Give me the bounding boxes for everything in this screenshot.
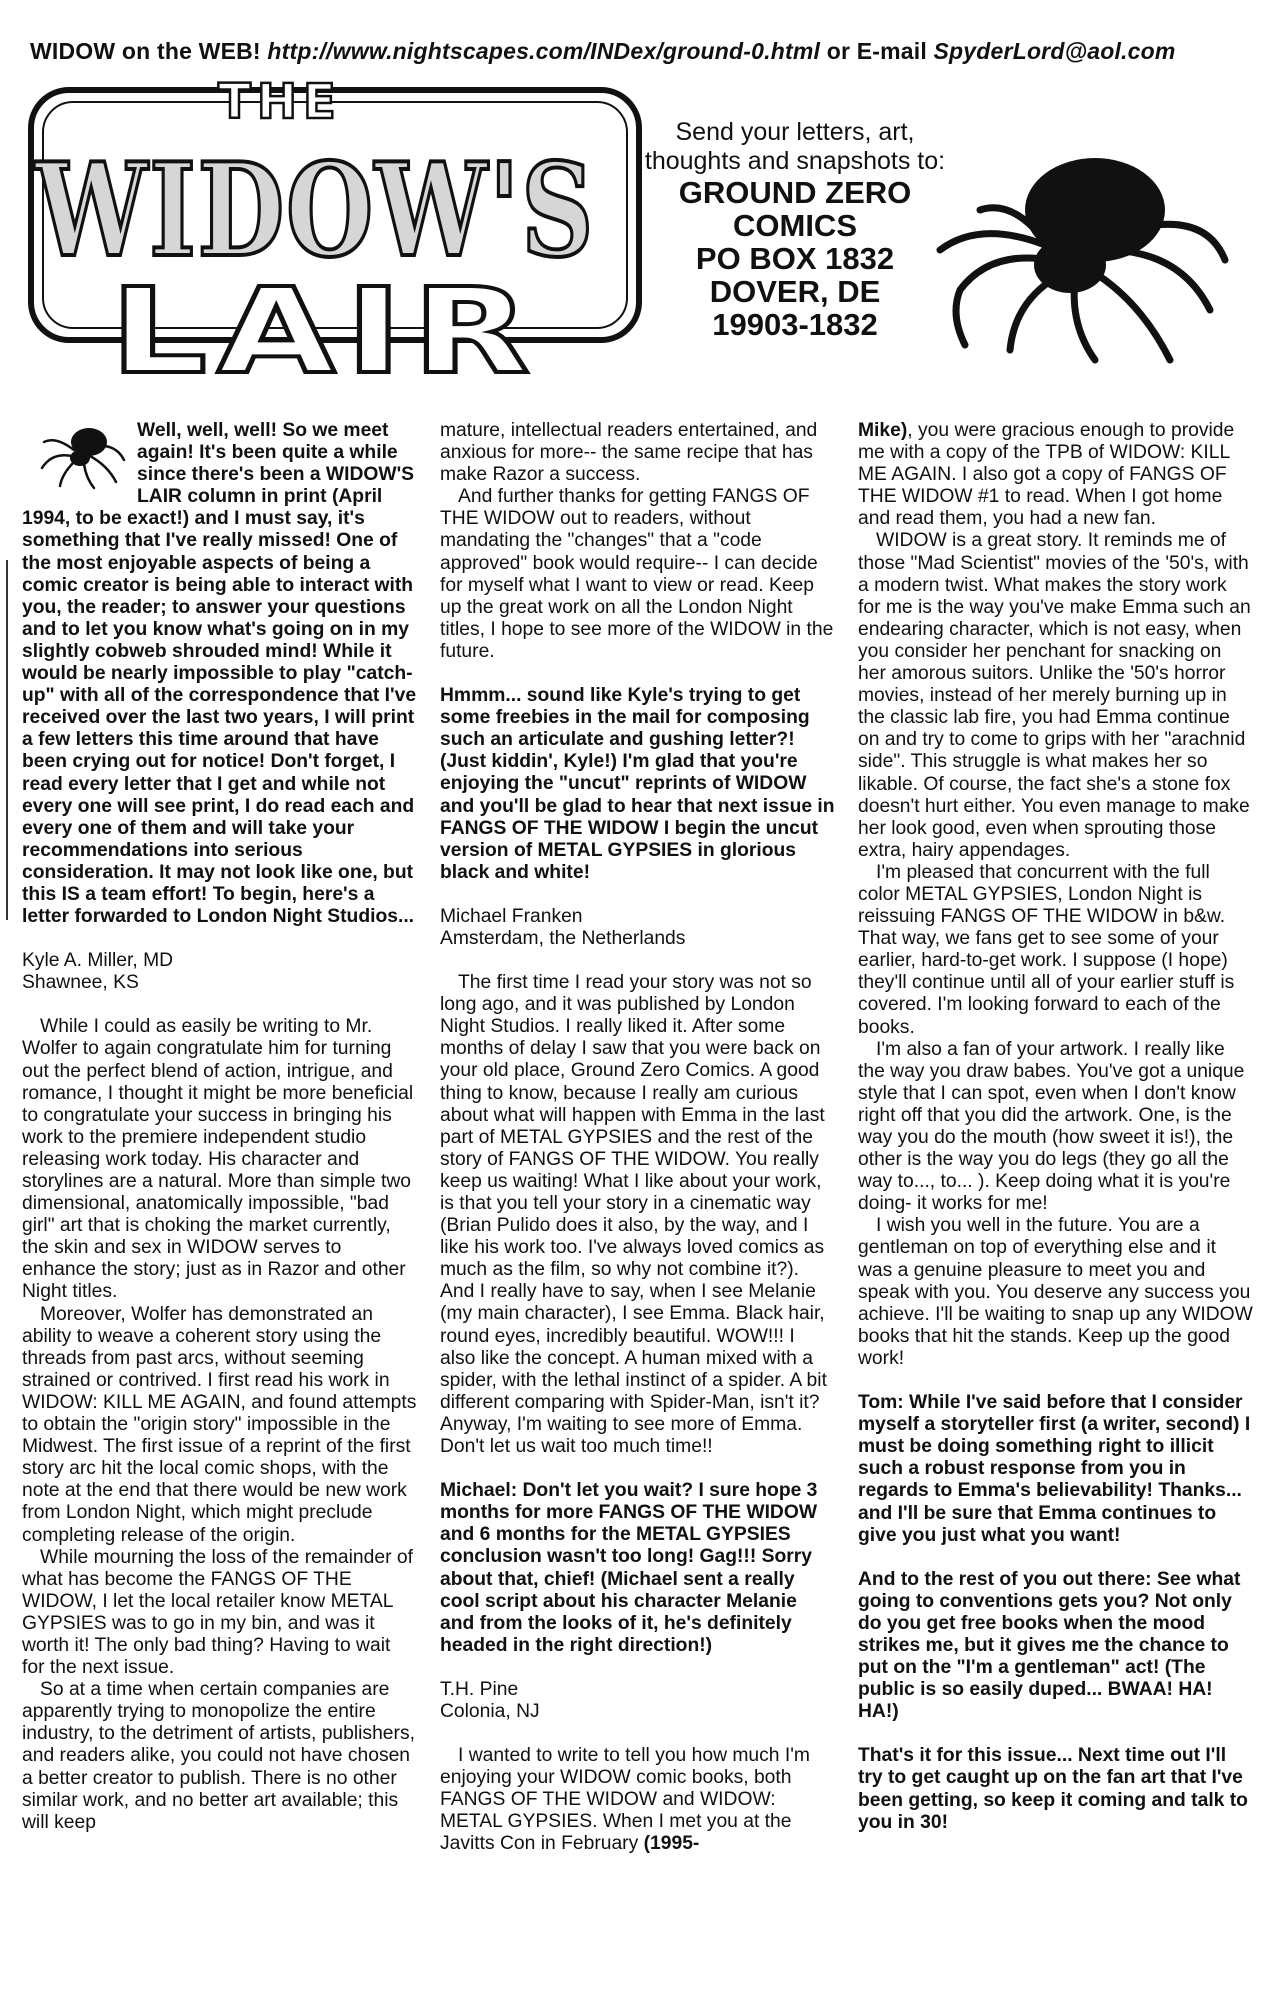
editor-reply-2: Michael: Don't let you wait? I sure hope 3 months for more FANGS OF THE WIDOW and 6 months for the METAL GYPSIES conclusion wasn't too long! Gag!!! Sorry about that, chief! (Michael sent a really cool script about his character Melanie and from the looks of it, he's definitely headed in the right direction!) (440, 1480, 818, 1656)
letter1-paragraph-1: While I could as easily be writing to Mr. Wolfer to again congratulate him for turning out the perfect blend of action, intrigue, and romance, I thought it might be more beneficial to congratulate your success in bringing his work to the premiere independent studio releasing work today. His character and storylines are a natural. More than simple two dimensional, anatomically impossible, "bad girl" art that is choking the market currently, the skin and sex in WIDOW serves to enhance the story; just as in Razor and other Night titles. (22, 1016, 414, 1303)
widows-lair-logo (25, 60, 645, 380)
address-line-2: COMICS (733, 208, 857, 243)
letter3-paragraph-1 (440, 1745, 835, 1855)
letter1-paragraph-5: mature, intellectual readers entertained, and anxious for more-- the same recipe that has make Razor a success. (440, 420, 818, 486)
letter3-paragraph-2-text: , you were gracious enough to provide me with a copy of the TPB of WIDOW: KILL ME AGAIN. I also got a copy of FANGS OF THE WIDOW #1 to read. When I got home and read them, you had a new fan. (858, 420, 1235, 530)
address-line-5: 19903-1832 (712, 307, 878, 342)
editor-reply-1: Hmmm... sound like Kyle's trying to get some freebies in the mail for composing such an articulate and gushing letter?! (Just kiddin', Kyle!) I'm glad that you're enjoying the "uncut" reprints of WIDOW and you'll be glad to hear that next issue in FANGS OF THE WIDOW I begin the uncut version of METAL GYPSIES in glorious black and white! (440, 685, 835, 883)
letter1-paragraph-2: Moreover, Wolfer has demonstrated an ability to weave a coherent story using the threads from past arcs, without seeming strained or contrived. I first read his work in WIDOW: KILL ME AGAIN, and found attempts to obtain the "origin story" impossible in the Midwest. The first issue of a reprint of the first story arc hit the local comic shops, with the note at the end that there would be new work from London Night, which might preclude completing release of the origin. (22, 1303, 417, 1546)
editor-reply-3: Tom: While I've said before that I consider myself a storyteller first (a writer, second) I must be doing something right to illicit such a robust response from you in regards to Emma's believability! Thanks... and I'll be sure that Emma continues to give you just what you want! (858, 1392, 1251, 1546)
address-line-1: GROUND ZERO (678, 175, 912, 210)
letter3-sender-name: T.H. Pine (440, 1678, 519, 1700)
column-3 (858, 420, 1253, 1834)
letter3-paragraph-2-bold: Mike) (858, 420, 908, 441)
letter3-paragraph-3: WIDOW is a great story. It reminds me of those "Mad Scientist" movies of the '50's, with a modern twist. What makes the story work for me is the way you've make Emma such an endearing character, which is not easy, when you consider her penchant for snacking on her amorous suitors. Unlike the '50's horror movies, instead of her merely burning up in the classic lab fire, you had Emma continue on and try to come to grips with her "arachnid side". This struggle is what makes her so likable. Of course, the fact she's a stone fox doesn't hurt either. You even manage to make her look good, even when sprouting those extra, hairy appendages. (858, 530, 1251, 861)
address-line-3: PO BOX 1832 (695, 241, 895, 276)
letter3-paragraph-2 (858, 420, 1253, 530)
letter1-paragraph-6: And further thanks for getting FANGS OF THE WIDOW out to readers, without mandating the "changes" that a "code approved" book would require-- I can decide for myself what I want to view or read. Keep up the great work on all the London Night titles, I hope to see more of the WIDOW in the future. (440, 486, 834, 662)
email-link[interactable]: SpyderLord@aol.com (933, 38, 1176, 64)
address-intro-2: thoughts and snapshots to: (644, 147, 946, 175)
letter3-sender-place: Colonia, NJ (440, 1700, 540, 1722)
editor-intro: Well, well, well! So we meet again! It's been quite a while since there's been a WIDOW'S LAIR column in print (April 1994, to be exact!) and I must say, it's something that I've really missed! One of the most enjoyable aspects of being a comic creator is being able to interact with you, the reader; to answer your questions and to let you know what's going on in my slightly cobweb shrouded mind! While it would be nearly impossible to play "catch-up" with all of the correspondence that I've received over the last two years, I will print a few letters this time around that have been crying out for notice! Don't forget, I read every letter that I get and while not every one will see print, I do read each and every one of them and will take your recommendations into serious consideration. It may not look like one, but this IS a team effort! To begin, here's a letter forwarded to London Night Studios... (22, 420, 417, 928)
spider-icon (920, 140, 1240, 370)
logo-widows-text: WIDOW'S (33, 136, 595, 286)
address-line-4: DOVER, DE (709, 274, 881, 309)
letter3-paragraph-5: I'm also a fan of your artwork. I really like the way you draw babes. You've got a unique style that I can spot, even when I don't know right off that you did the artwork. One, is the way you do the mouth (how sweet it is!), the other is the way you do legs (they go all the way to..., to... ). Keep doing what it is you're doing- it works for me! (858, 1038, 1245, 1215)
address-intro-1: Send your letters, art, (675, 118, 915, 146)
mailing-address (620, 118, 970, 341)
website-link[interactable]: http://www.nightscapes.com/INDex/ground-0.html (267, 38, 821, 64)
letter1-paragraph-3: While mourning the loss of the remainder of what has become the FANGS OF THE WIDOW, I let the local retailer know METAL GYPSIES was to go in my bin, and was it worth it! The only bad thing? Having to wait for the next issue. (22, 1546, 413, 1679)
editor-reply-4: And to the rest of you out there: See what going to conventions gets you? Not only do you get free books when the mood strikes me, but it gives me the chance to put on the "I'm a gentleman" act! (The public is so easily duped... BWAA! HA! HA!) (858, 1568, 1241, 1723)
letter1-sender-name: Kyle A. Miller, MD (22, 950, 174, 972)
column-2 (440, 420, 835, 1856)
letter2-sender-place: Amsterdam, the Netherlands (440, 927, 686, 949)
letter3-paragraph-4: I'm pleased that concurrent with the full color METAL GYPSIES, London Night is reissuing FANGS OF THE WIDOW in b&w. That way, we fans get to see some of your earlier, hard-to-get work. I suppose (I hope) they'll continue until all of your earlier stuff is covered. I'm looking forward to each of the books. (858, 861, 1235, 1038)
logo-lair-text: LAIR (110, 262, 540, 380)
logo-the-text: THE (218, 74, 342, 130)
letter2-paragraph-1: The first time I read your story was not so long ago, and it was published by London Night Studios. I really liked it. After some months of delay I saw that you were back on your old place, Ground Zero Comics. A good thing to know, because I really am curious about what will happen with Emma in the last part of METAL GYPSIES and the rest of the story of FANGS OF THE WIDOW. You really keep us waiting! What I like about your work, is that you tell your story in a cinematic way (Brian Pulido does it also, by the way, and I like his work too. I've always loved comics as much as the film, so why not combine it?). And I really have to say, when I see Melanie (my main character), I see Emma. Black hair, round eyes, incredibly beautiful. WOW!!! I also like the concept. A human mixed with a spider, with the lethal instinct of a spider. A bit different comparing with Spider-Man, isn't it? Anyway, I'm waiting to see more of Emma. Don't let us wait too much time!! (440, 972, 827, 1458)
small-spider-icon (34, 416, 129, 491)
letter3-paragraph-1-text: I wanted to write to tell you how much I'm enjoying your WIDOW comic books, both FANGS OF THE WIDOW and WIDOW: METAL GYPSIES. When I met you at the Javitts Con in February (440, 1745, 810, 1855)
letter2-sender-name: Michael Franken (440, 905, 583, 927)
letter3-paragraph-6: I wish you well in the future. You are a gentleman on top of everything else and it was a genuine pleasure to meet you and speak with you. You deserve any success you achieve. I'll be waiting to snap up any WIDOW books that hit the stands. Keep up the good work! (858, 1215, 1253, 1369)
letter1-paragraph-4: So at a time when certain companies are apparently trying to monopolize the entire industry, to the detriment of artists, publishers, and readers alike, you could not have chosen a better creator to publish. There is no other similar work, and no better art available; this will keep (22, 1679, 415, 1833)
column-1 (22, 420, 417, 1834)
web-label: WIDOW on the WEB! (30, 38, 261, 64)
editor-closing: That's it for this issue... Next time out I'll try to get caught up on the fan art that I've been getting, so keep it coming and talk to you in 30! (858, 1745, 1248, 1833)
margin-rule (6, 560, 8, 920)
letter1-sender-place: Shawnee, KS (22, 972, 139, 994)
or-email-label: or E-mail (826, 38, 927, 64)
letter3-paragraph-1-bold: (1995- (643, 1833, 700, 1855)
